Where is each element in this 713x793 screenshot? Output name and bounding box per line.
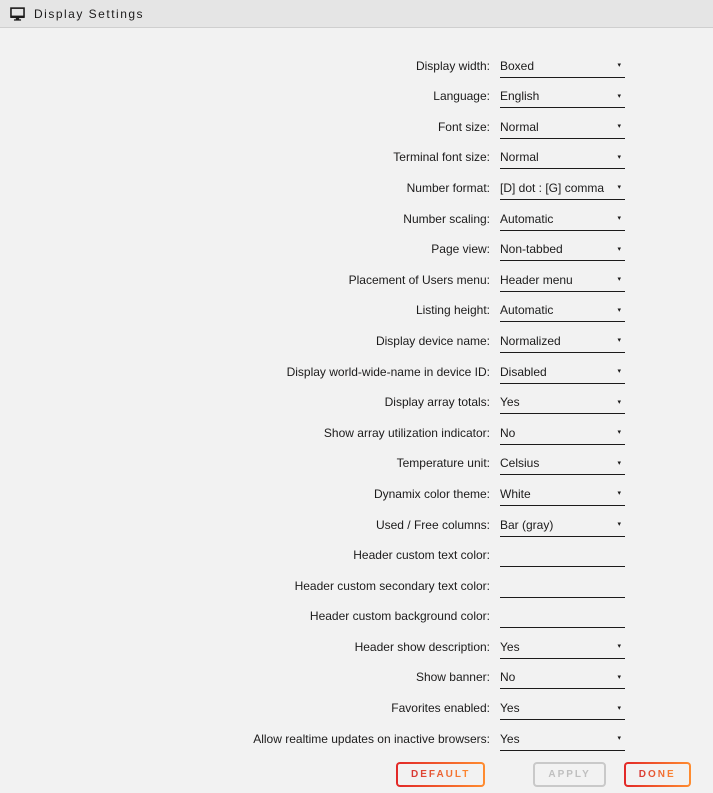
default-button[interactable] — [396, 762, 485, 787]
dropdown-arrow-icon: ▾ — [617, 123, 621, 131]
dropdown-arrow-icon: ▾ — [617, 490, 621, 498]
select-value-header-show-description: Yes — [500, 639, 520, 654]
select-value-placement-of-users-menu: Header menu — [500, 272, 573, 287]
select-value-temperature-unit: Celsius — [500, 456, 540, 471]
select-value-number-scaling: Automatic — [500, 211, 554, 226]
dropdown-arrow-icon: ▾ — [617, 62, 621, 70]
field-label-dynamix-color-theme: Dynamix color theme: — [373, 486, 490, 501]
form-row-display-array-totals — [0, 384, 713, 415]
dropdown-arrow-icon: ▾ — [617, 735, 621, 743]
form-row-display-width — [0, 47, 713, 78]
select-value-favorites-enabled: Yes — [500, 701, 520, 716]
form-row-allow-realtime-updates — [0, 720, 713, 751]
form-row-listing-height — [0, 292, 713, 323]
field-label-listing-height: Listing height: — [415, 303, 490, 318]
field-label-temperature-unit: Temperature unit: — [396, 456, 490, 471]
form-row-terminal-font-size — [0, 139, 713, 170]
page-header — [0, 0, 713, 28]
select-show-banner[interactable] — [500, 670, 625, 689]
select-value-listing-height: Automatic — [500, 303, 554, 318]
default-button-label: DEFAULT — [411, 768, 471, 780]
dropdown-arrow-icon: ▾ — [617, 245, 621, 253]
field-label-placement-of-users-menu: Placement of Users menu: — [348, 272, 490, 287]
form-row-show-banner — [0, 659, 713, 690]
apply-button-label: APPLY — [548, 768, 591, 780]
dropdown-arrow-icon: ▾ — [617, 276, 621, 284]
apply-button[interactable] — [533, 762, 605, 787]
field-label-display-array-totals: Display array totals: — [384, 395, 490, 410]
form-row-number-scaling — [0, 200, 713, 231]
dropdown-arrow-icon: ▾ — [617, 459, 621, 467]
select-display-wwn-in-device-id[interactable] — [500, 365, 625, 384]
form-row-favorites-enabled — [0, 689, 713, 720]
field-label-terminal-font-size: Terminal font size: — [393, 150, 490, 165]
form-row-display-device-name — [0, 322, 713, 353]
dropdown-arrow-icon: ▾ — [617, 92, 621, 100]
done-button-label: DONE — [638, 768, 676, 780]
select-value-font-size: Normal — [500, 119, 539, 134]
dropdown-arrow-icon: ▾ — [617, 215, 621, 223]
form-row-temperature-unit — [0, 445, 713, 476]
field-label-display-width: Display width: — [415, 58, 490, 73]
monitor-icon — [10, 7, 25, 21]
select-value-show-banner: No — [500, 670, 516, 685]
field-label-favorites-enabled: Favorites enabled: — [391, 701, 490, 716]
select-number-scaling[interactable] — [500, 212, 625, 231]
dropdown-arrow-icon: ▾ — [617, 704, 621, 712]
field-label-language: Language: — [433, 89, 490, 104]
select-used-free-columns[interactable] — [500, 518, 625, 537]
form-row-show-array-utilization-indicator — [0, 414, 713, 445]
select-display-device-name[interactable] — [500, 334, 625, 353]
form-row-used-free-columns — [0, 506, 713, 537]
field-label-number-format: Number format: — [406, 180, 490, 195]
input-header-custom-text-color[interactable] — [500, 548, 625, 567]
select-listing-height[interactable] — [500, 303, 625, 322]
select-favorites-enabled[interactable] — [500, 701, 625, 720]
field-label-display-device-name: Display device name: — [375, 333, 490, 348]
settings-form — [0, 28, 713, 751]
form-row-header-show-description — [0, 628, 713, 659]
field-label-header-custom-secondary-text-color: Header custom secondary text color: — [294, 578, 490, 593]
form-row-font-size — [0, 108, 713, 139]
field-label-header-custom-background-color: Header custom background color: — [309, 609, 490, 624]
field-label-display-wwn-in-device-id: Display world-wide-name in device ID: — [286, 364, 490, 379]
input-header-custom-background-color[interactable] — [500, 609, 625, 628]
form-row-language — [0, 78, 713, 109]
dropdown-arrow-icon: ▾ — [617, 398, 621, 406]
dropdown-arrow-icon: ▾ — [617, 153, 621, 161]
dropdown-arrow-icon: ▾ — [617, 368, 621, 376]
field-label-show-banner: Show banner: — [415, 670, 490, 685]
select-temperature-unit[interactable] — [500, 456, 625, 475]
dropdown-arrow-icon: ▾ — [617, 184, 621, 192]
select-terminal-font-size[interactable] — [500, 150, 625, 169]
form-row-dynamix-color-theme — [0, 475, 713, 506]
select-font-size[interactable] — [500, 120, 625, 139]
dropdown-arrow-icon: ▾ — [617, 306, 621, 314]
field-label-used-free-columns: Used / Free columns: — [375, 517, 490, 532]
dropdown-arrow-icon: ▾ — [617, 521, 621, 528]
select-header-show-description[interactable] — [500, 640, 625, 659]
field-label-header-show-description: Header show description: — [354, 639, 490, 654]
select-value-display-array-totals: Yes — [500, 395, 520, 410]
select-value-page-view: Non-tabbed — [500, 242, 563, 257]
field-label-font-size: Font size: — [437, 119, 490, 134]
input-header-custom-secondary-text-color[interactable] — [500, 579, 625, 598]
select-dynamix-color-theme[interactable] — [500, 487, 625, 506]
dropdown-arrow-icon: ▾ — [617, 673, 621, 681]
select-page-view[interactable] — [500, 242, 625, 261]
select-allow-realtime-updates[interactable] — [500, 732, 625, 751]
select-value-display-device-name: Normalized — [500, 333, 561, 348]
field-label-page-view: Page view: — [431, 242, 490, 257]
select-language[interactable] — [500, 89, 625, 108]
form-row-number-format — [0, 169, 713, 200]
select-show-array-utilization-indicator[interactable] — [500, 426, 625, 445]
select-value-allow-realtime-updates: Yes — [500, 731, 520, 746]
select-value-language: English — [500, 89, 540, 104]
done-button[interactable] — [624, 762, 691, 787]
form-row-placement-of-users-menu — [0, 261, 713, 292]
form-row-display-wwn-in-device-id — [0, 353, 713, 384]
form-row-header-custom-text-color — [0, 537, 713, 568]
form-row-header-custom-background-color — [0, 598, 713, 629]
select-value-display-wwn-in-device-id: Disabled — [500, 364, 547, 379]
select-display-array-totals[interactable] — [500, 395, 625, 414]
page-title: Display Settings — [34, 6, 145, 21]
dropdown-arrow-icon: ▾ — [617, 429, 621, 437]
dropdown-arrow-icon: ▾ — [617, 643, 621, 651]
select-placement-of-users-menu[interactable] — [500, 273, 625, 292]
select-display-width[interactable] — [500, 59, 625, 78]
field-label-allow-realtime-updates: Allow realtime updates on inactive browsers: — [253, 731, 490, 746]
form-row-header-custom-secondary-text-color — [0, 567, 713, 598]
dropdown-arrow-icon: ▾ — [617, 337, 621, 345]
select-number-format[interactable] — [500, 181, 625, 200]
select-value-terminal-font-size: Normal — [500, 150, 539, 165]
select-value-show-array-utilization-indicator: No — [500, 425, 516, 440]
select-value-display-width: Boxed — [500, 58, 535, 73]
field-label-show-array-utilization-indicator: Show array utilization indicator: — [323, 425, 490, 440]
select-value-dynamix-color-theme: White — [500, 486, 531, 501]
select-value-used-free-columns: Bar (gray) — [500, 517, 554, 532]
button-row — [0, 762, 713, 787]
form-row-page-view — [0, 231, 713, 262]
field-label-header-custom-text-color: Header custom text color: — [353, 548, 490, 563]
field-label-number-scaling: Number scaling: — [403, 211, 490, 226]
select-value-number-format: [D] dot : [G] comma — [500, 180, 605, 195]
